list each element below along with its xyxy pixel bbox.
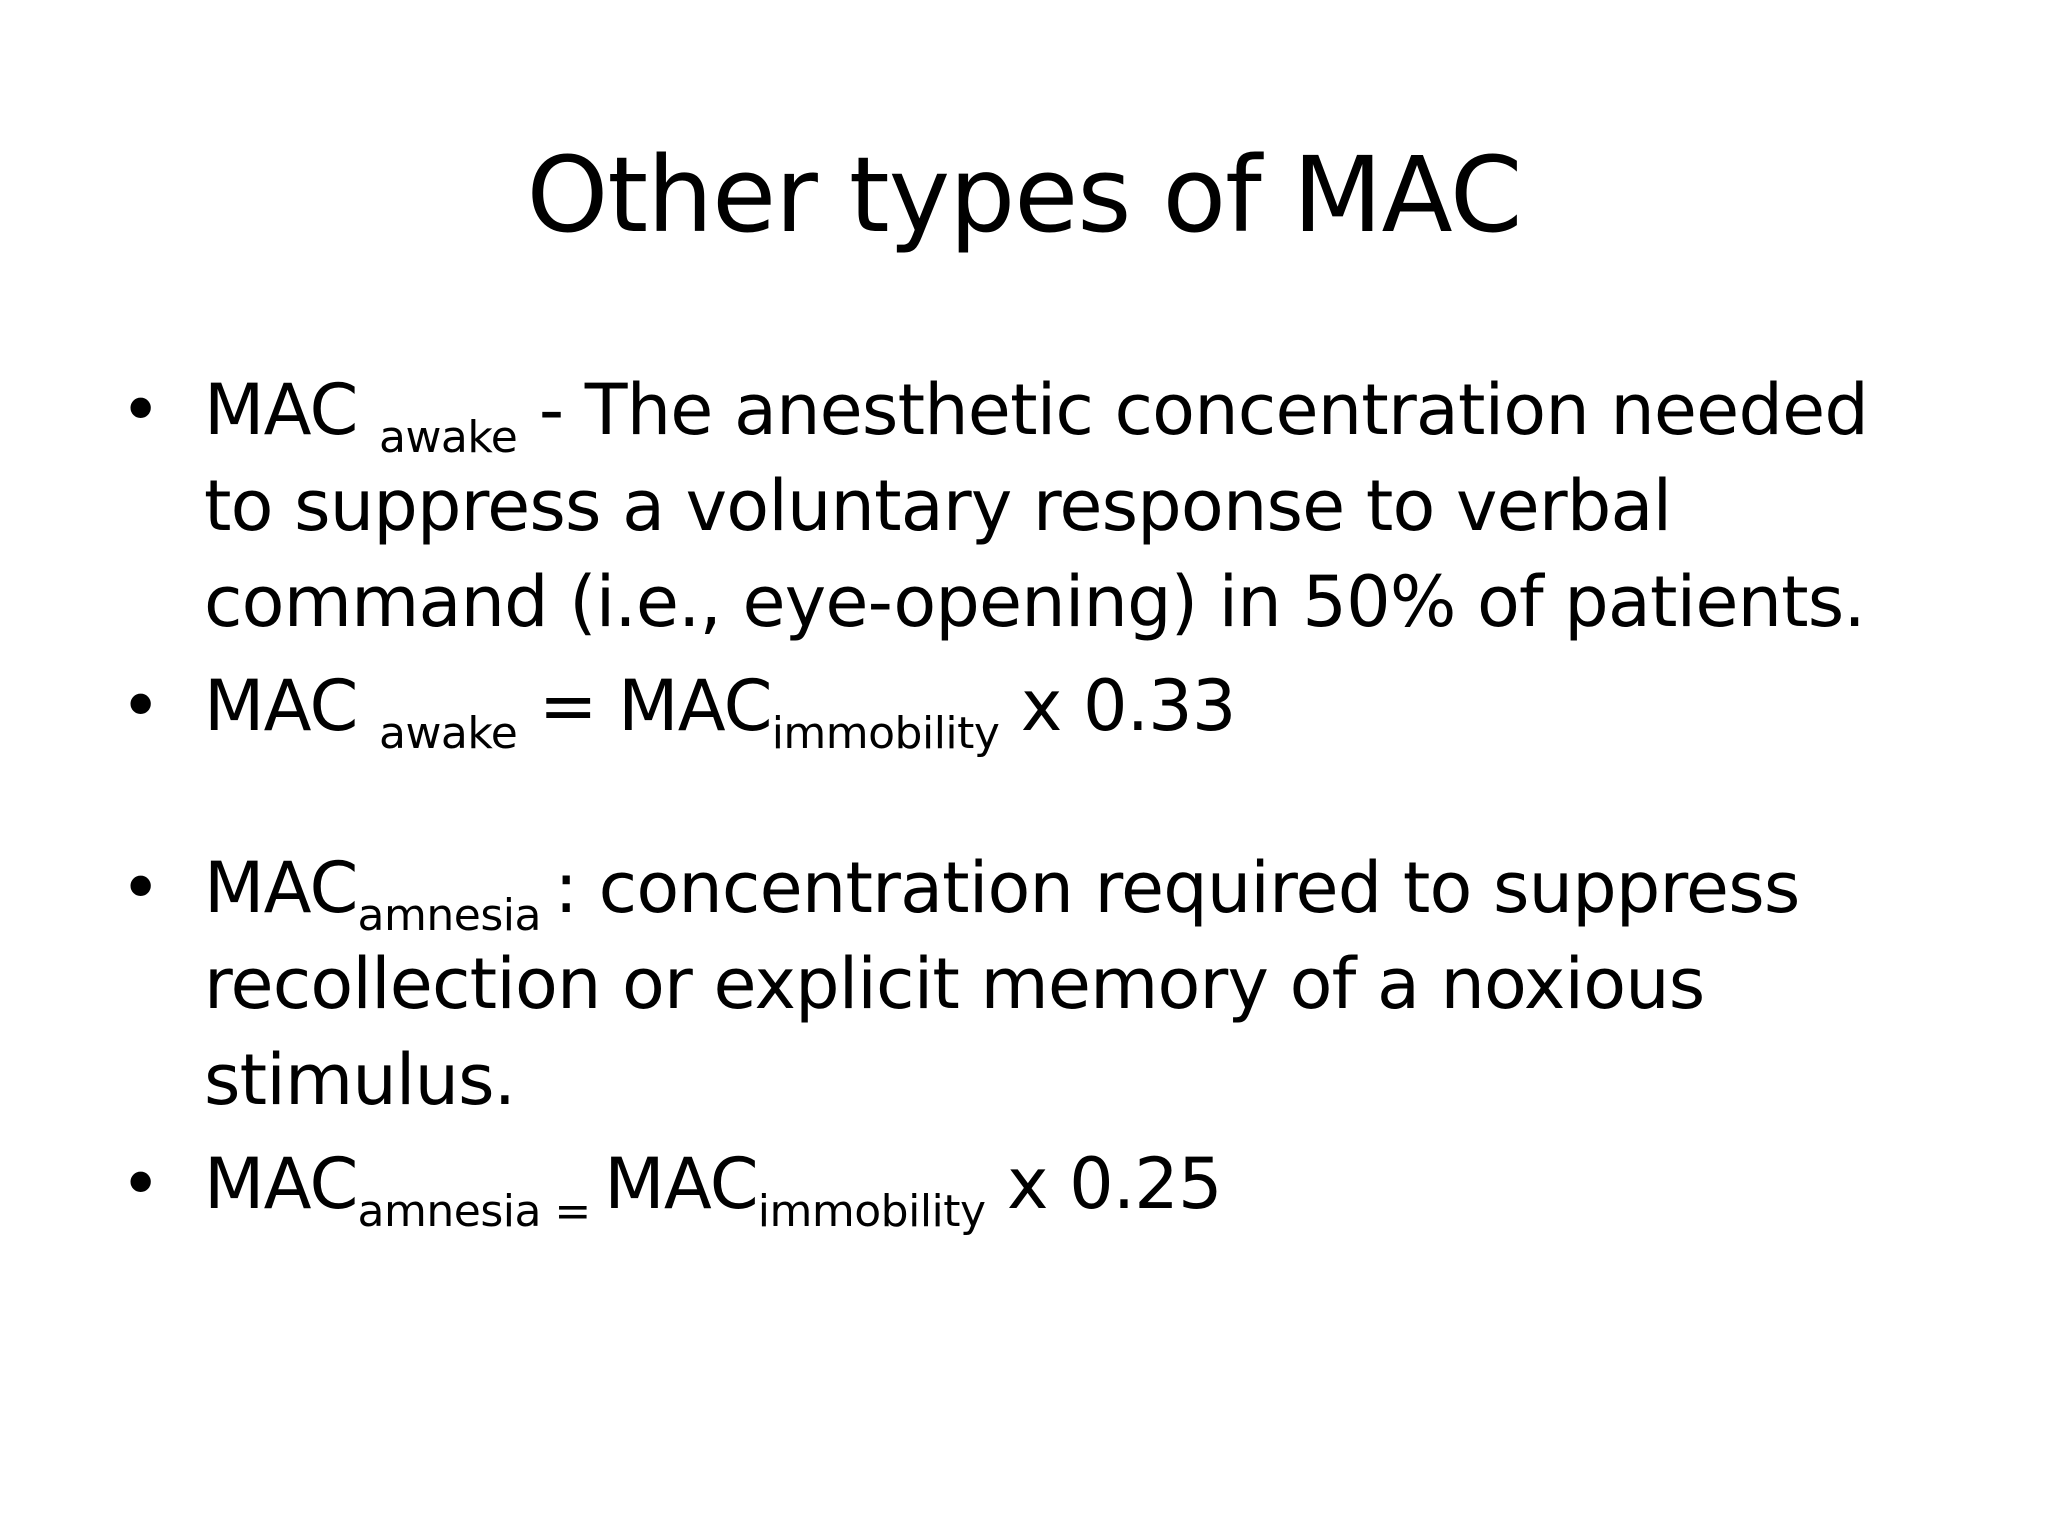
bullet-dot-icon: • <box>120 665 161 747</box>
formula-factor: x 0.25 <box>985 1143 1222 1225</box>
term-mac: MAC <box>204 369 379 451</box>
subscript-awake: awake <box>378 412 518 463</box>
bullet-mac-amnesia-definition <box>120 840 1980 1128</box>
term-mac: MAC <box>204 1143 358 1225</box>
bullet-line: recollection or explicit memory of a noxious <box>204 943 1705 1025</box>
bullet-line: command (i.e., eye-opening) in 50% of patients. <box>204 561 1865 643</box>
term-mac: MAC <box>204 847 358 929</box>
subscript-amnesia: amnesia = <box>357 1186 605 1237</box>
subscript-amnesia: amnesia <box>357 890 555 941</box>
bullet-dot-icon: • <box>120 847 161 929</box>
bullet-mac-awake-definition <box>120 362 1980 650</box>
equals-mac: MAC <box>604 1143 758 1225</box>
definition-text: : concentration required to suppress <box>554 847 1800 929</box>
subscript-awake: awake <box>378 708 518 759</box>
bullet-line <box>204 362 1980 463</box>
term-mac: MAC <box>204 665 379 747</box>
slide-title: Other types of MAC <box>526 134 1522 256</box>
bullet-mac-awake-formula <box>120 658 1980 759</box>
subscript-immobility: immobility <box>757 1186 986 1237</box>
bullet-dot-icon: • <box>120 1143 161 1225</box>
bullet-line <box>204 840 1980 941</box>
formula-factor: x 0.33 <box>999 665 1236 747</box>
equals-mac: = MAC <box>517 665 772 747</box>
formula-line <box>204 658 1980 759</box>
subscript-immobility: immobility <box>771 708 1000 759</box>
bullet-dot-icon: • <box>120 369 161 451</box>
bullet-mac-amnesia-formula <box>120 1136 1980 1237</box>
formula-line <box>204 1136 1980 1237</box>
bullet-list <box>120 362 1980 1237</box>
bullet-line: to suppress a voluntary response to verbal <box>204 465 1672 547</box>
bullet-line: stimulus. <box>204 1039 516 1121</box>
definition-text: - The anesthetic concentration needed <box>517 369 1868 451</box>
